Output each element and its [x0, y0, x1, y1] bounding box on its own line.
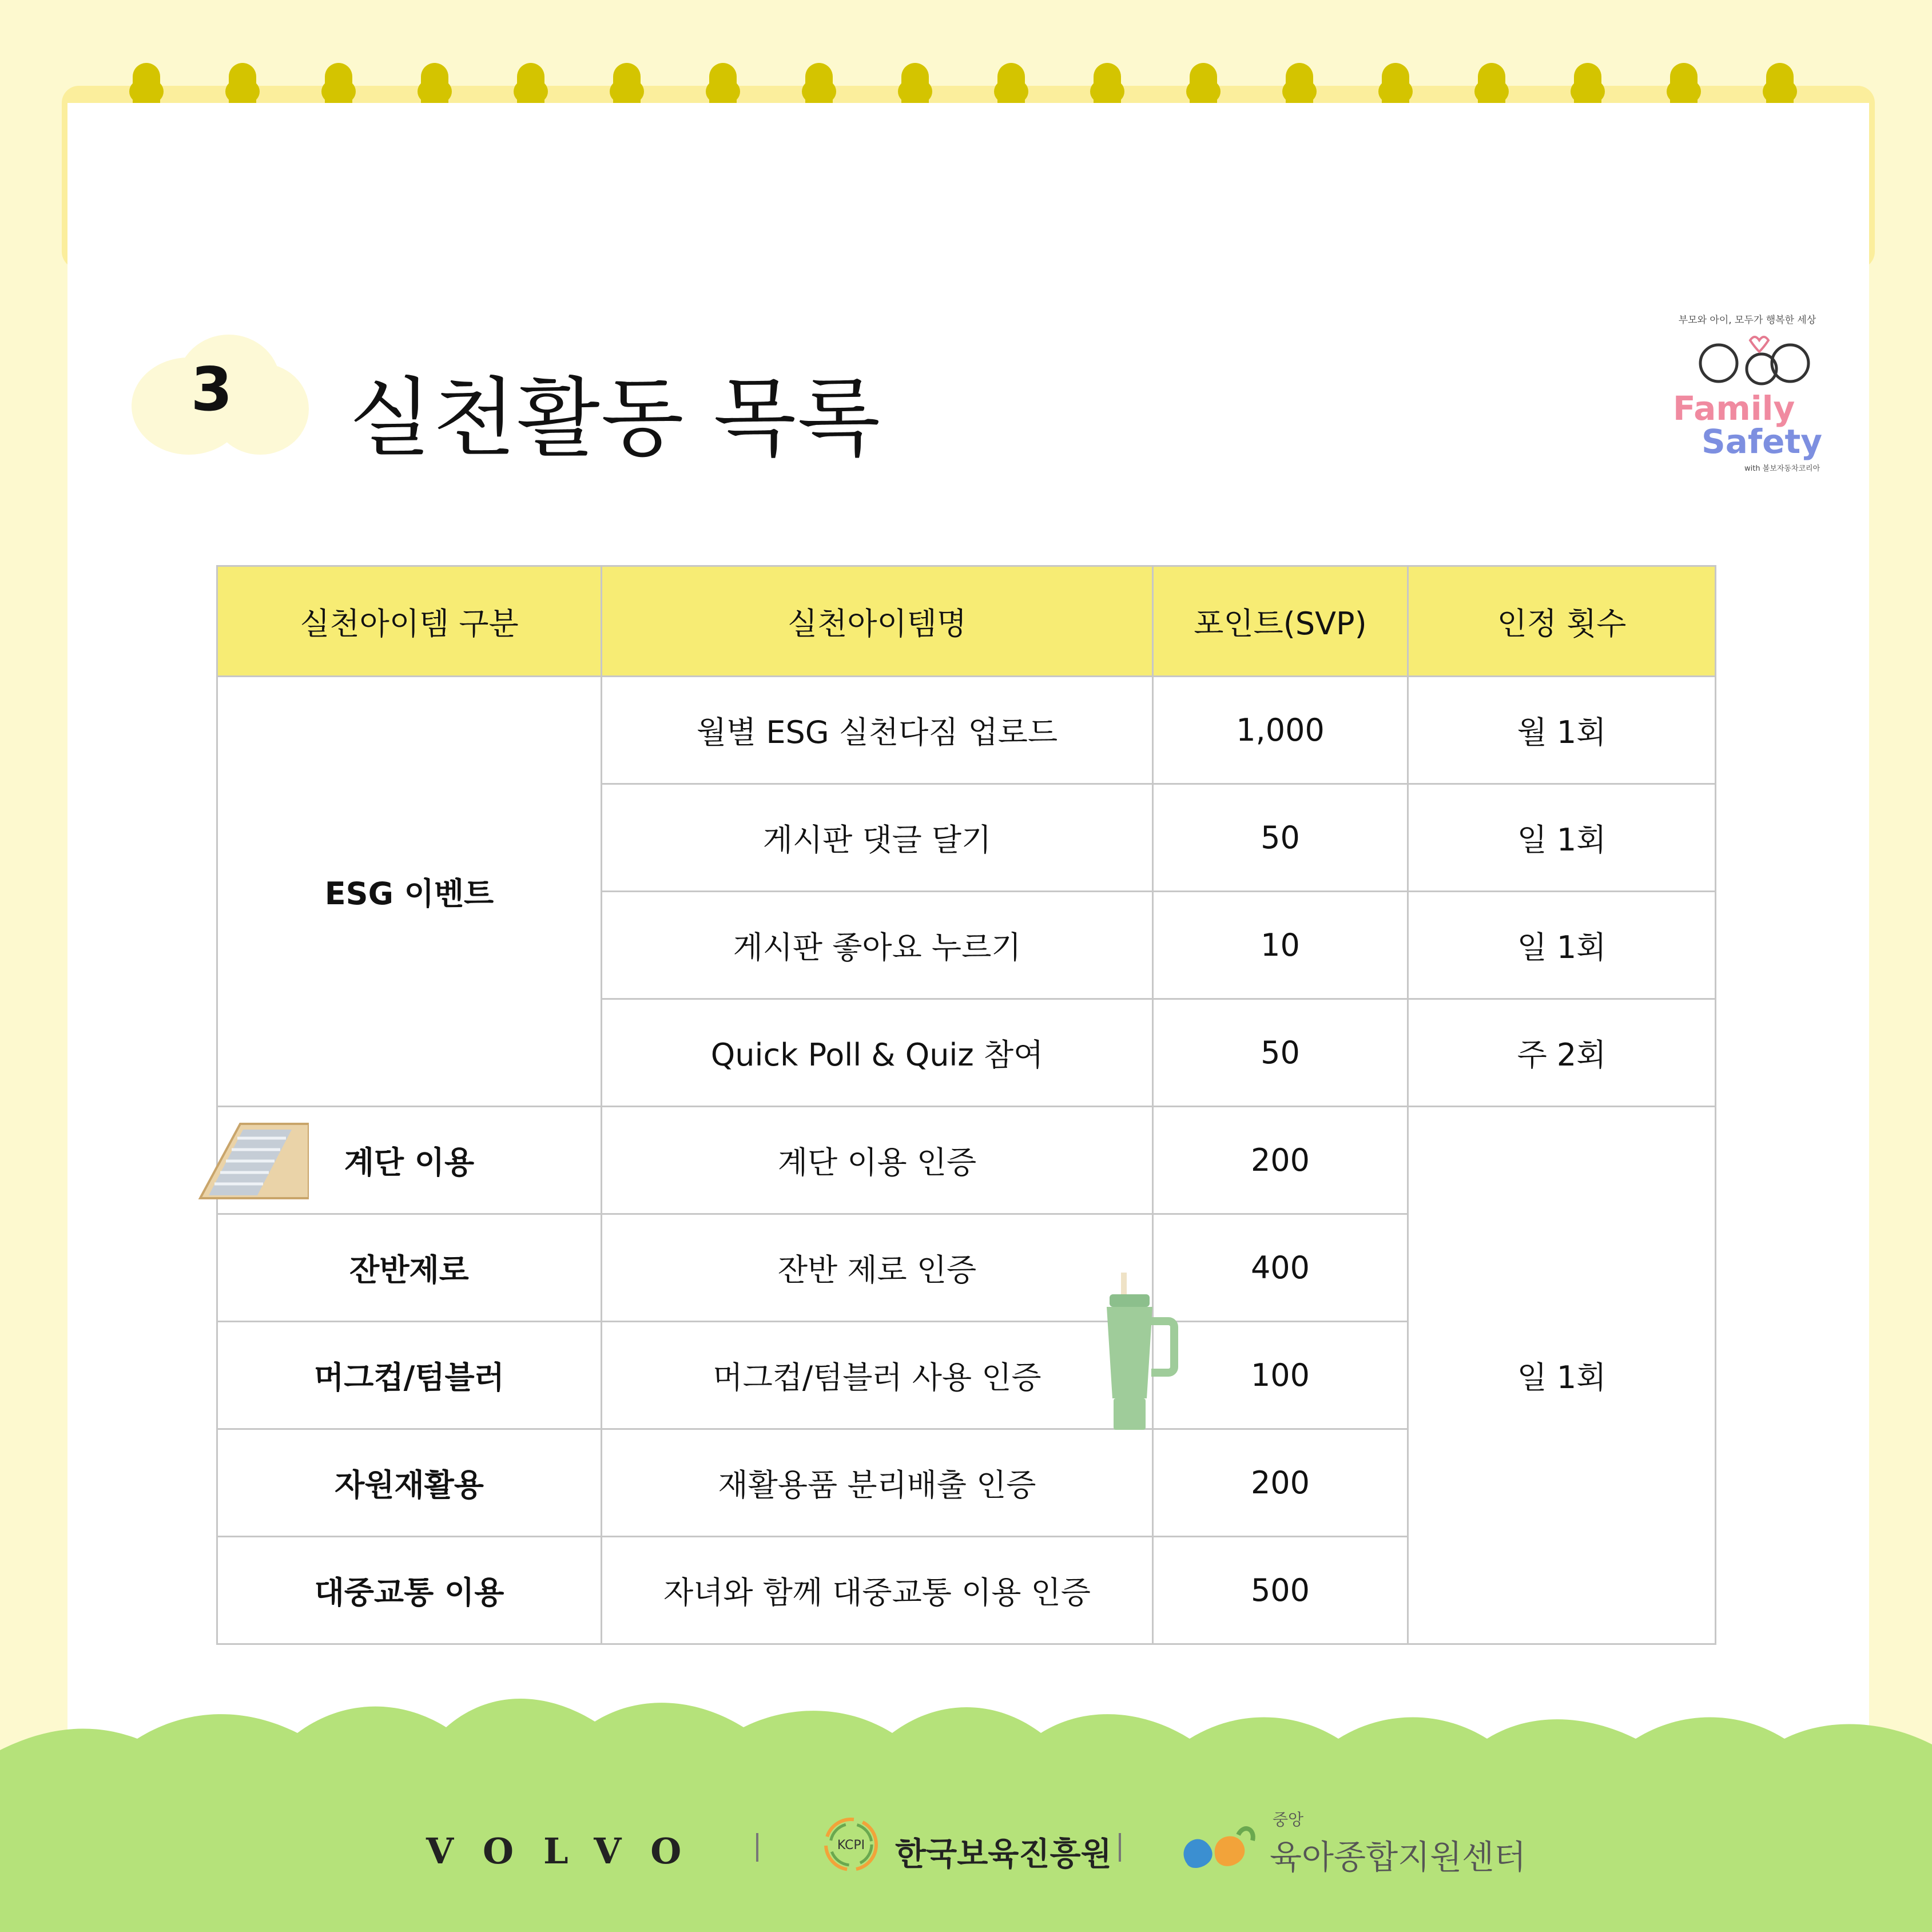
item-frequency: 일 1회 — [1408, 892, 1716, 999]
table-row — [217, 1107, 1716, 1214]
kcpi-name: 한국보육진흥원 — [895, 1836, 1112, 1873]
item-name: 게시판 댓글 달기 — [602, 784, 1153, 892]
item-points: 10 — [1153, 892, 1408, 999]
item-points: 50 — [1153, 784, 1408, 892]
item-points: 400 — [1153, 1214, 1408, 1322]
activity-table — [216, 565, 1716, 1645]
item-frequency: 일 1회 — [1408, 784, 1716, 892]
item-name: 월별 ESG 실천다짐 업로드 — [602, 677, 1153, 784]
item-points: 1,000 — [1153, 677, 1408, 784]
item-name: 재활용품 분리배출 인증 — [602, 1429, 1153, 1537]
item-name: 머그컵/텀블러 사용 인증 — [602, 1322, 1153, 1429]
item-frequency-daily: 일 1회 — [1408, 1107, 1716, 1644]
table-header-row — [217, 566, 1716, 677]
volvo-logo: VOLVO — [426, 1830, 711, 1872]
childcare-center-logo-icon — [1175, 1812, 1261, 1881]
center-small-label: 중앙 — [1273, 1810, 1304, 1829]
header-item-name: 실천아이템명 — [602, 566, 1153, 677]
page-title: 실천활동 목록 — [349, 369, 882, 468]
category-esg-event: ESG 이벤트 — [217, 677, 602, 1107]
stairs-icon — [194, 1118, 309, 1201]
item-name: 계단 이용 인증 — [602, 1107, 1153, 1214]
category-recycling: 자원재활용 — [217, 1429, 602, 1537]
category-public-transit: 대중교통 이용 — [217, 1537, 602, 1644]
logo-with: with 볼보자동차코리아 — [1744, 464, 1820, 473]
item-points: 500 — [1153, 1537, 1408, 1644]
item-points: 100 — [1153, 1322, 1408, 1429]
item-name: Quick Poll & Quiz 참여 — [602, 999, 1153, 1107]
item-points: 200 — [1153, 1429, 1408, 1537]
header-points: 포인트(SVP) — [1153, 566, 1408, 677]
logo-tagline: 부모와 아이, 모두가 행복한 세상 — [1678, 315, 1816, 326]
footer-separator — [1119, 1833, 1121, 1862]
category-tumbler: 머그컵/텀블러 — [217, 1322, 602, 1429]
item-frequency: 주 2회 — [1408, 999, 1716, 1107]
item-points: 50 — [1153, 999, 1408, 1107]
kcpi-logo-icon — [817, 1810, 885, 1879]
logo-family-word: Family — [1673, 389, 1795, 428]
item-name: 자녀와 함께 대중교통 이용 인증 — [602, 1537, 1153, 1644]
item-frequency: 월 1회 — [1408, 677, 1716, 784]
item-name: 게시판 좋아요 누르기 — [602, 892, 1153, 999]
category-stairs: 계단 이용 — [217, 1107, 602, 1214]
table-row — [217, 677, 1716, 784]
kcpi-badge-text: KCPI — [837, 1838, 865, 1853]
footer-separator — [756, 1833, 758, 1862]
center-name: 육아종합지원센터 — [1270, 1838, 1526, 1877]
logo-safety-word: Safety — [1702, 422, 1823, 461]
section-number: 3 — [190, 355, 233, 424]
item-name: 잔반 제로 인증 — [602, 1214, 1153, 1322]
header-frequency: 인정 횟수 — [1408, 566, 1716, 677]
item-points: 200 — [1153, 1107, 1408, 1214]
category-zero-waste: 잔반제로 — [217, 1214, 602, 1322]
tumbler-icon — [1101, 1273, 1181, 1433]
header-category: 실천아이템 구분 — [217, 566, 602, 677]
grass-border — [0, 1687, 1932, 1932]
